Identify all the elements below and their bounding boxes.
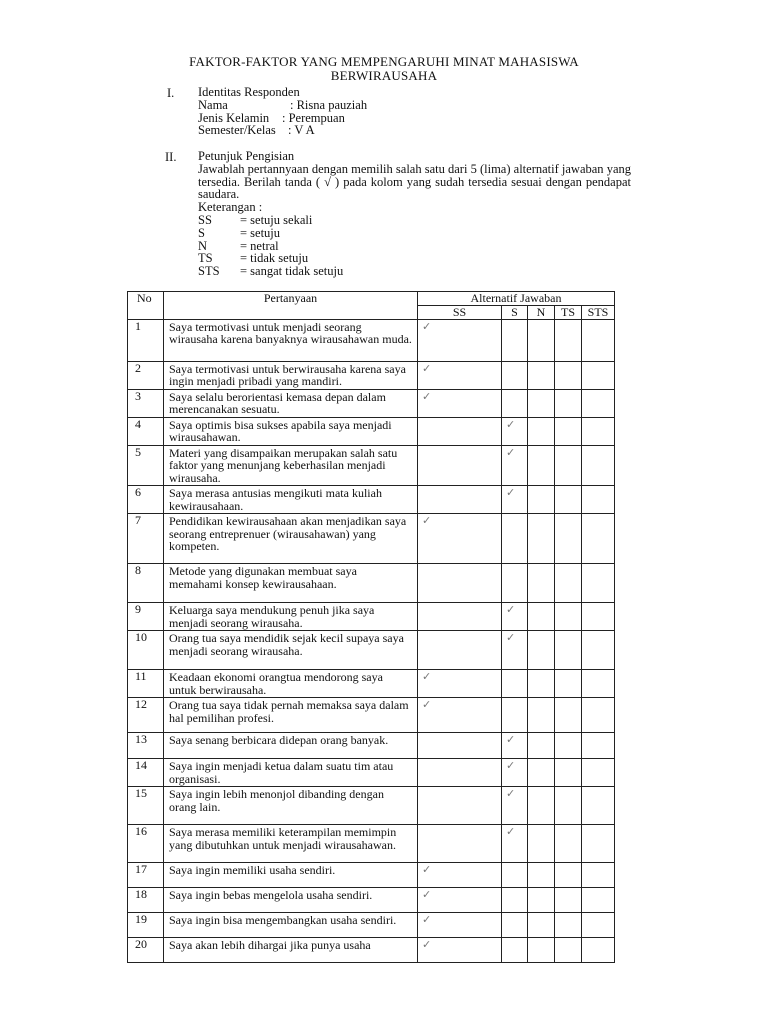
answer-cell-s[interactable]	[502, 759, 528, 787]
section-2-instructions	[198, 150, 631, 278]
field-semester	[198, 124, 498, 137]
check-icon: ✓	[506, 631, 516, 644]
answer-cell-n[interactable]	[528, 486, 555, 514]
answer-cell-ss[interactable]	[418, 319, 502, 361]
header-no: No	[128, 292, 164, 320]
document-title	[0, 55, 768, 83]
check-icon: ✓	[422, 888, 432, 901]
answer-cell-ss[interactable]	[418, 445, 502, 486]
answer-cell-ts[interactable]	[555, 564, 582, 603]
legend-code: SS	[198, 212, 212, 227]
row-number: 8	[128, 564, 164, 603]
answer-cell-ts[interactable]	[555, 888, 582, 913]
check-icon: ✓	[422, 670, 432, 683]
keterangan-label: Keterangan :	[198, 200, 263, 215]
answer-cell-ss[interactable]	[418, 759, 502, 787]
section-2-numeral: II.	[165, 150, 177, 164]
answer-cell-sts[interactable]	[582, 417, 615, 445]
answer-cell-sts[interactable]	[582, 733, 615, 759]
answer-cell-n[interactable]	[528, 445, 555, 486]
answer-cell-s[interactable]	[502, 733, 528, 759]
legend-item	[198, 214, 631, 227]
row-question: Saya ingin memiliki usaha sendiri.	[164, 863, 418, 888]
answer-cell-ts[interactable]	[555, 825, 582, 863]
answer-cell-n[interactable]	[528, 698, 555, 733]
row-question: Saya ingin menjadi ketua dalam suatu tim atau organisasi.	[164, 759, 418, 787]
row-number: 19	[128, 913, 164, 938]
answer-cell-ss[interactable]	[418, 913, 502, 938]
row-number: 6	[128, 486, 164, 514]
answer-cell-n[interactable]	[528, 670, 555, 698]
row-number: 7	[128, 514, 164, 564]
answer-cell-sts[interactable]	[582, 389, 615, 417]
row-question: Orang tua saya tidak pernah memaksa saya dalam hal pemilihan profesi.	[164, 698, 418, 733]
answer-cell-ss[interactable]	[418, 564, 502, 603]
header-alternatives: Alternatif Jawaban	[418, 292, 615, 306]
legend-meaning: = setuju	[240, 225, 281, 240]
answer-cell-s[interactable]	[502, 863, 528, 888]
row-number: 16	[128, 825, 164, 863]
answer-cell-n[interactable]	[528, 787, 555, 825]
table-row	[128, 913, 615, 938]
field-semester-label: Semester/Kelas	[198, 123, 276, 138]
legend-list	[198, 214, 631, 278]
row-number: 3	[128, 389, 164, 417]
legend-meaning: = netral	[240, 238, 279, 253]
answer-cell-s[interactable]	[502, 361, 528, 389]
table-row	[128, 361, 615, 389]
answer-cell-s[interactable]	[502, 698, 528, 733]
legend-meaning: = setuju sekali	[240, 212, 313, 227]
answer-cell-n[interactable]	[528, 603, 555, 631]
answer-cell-n[interactable]	[528, 938, 555, 963]
answer-cell-s[interactable]	[502, 938, 528, 963]
answer-cell-sts[interactable]	[582, 759, 615, 787]
answer-cell-sts[interactable]	[582, 938, 615, 963]
answer-cell-sts[interactable]	[582, 670, 615, 698]
row-number: 14	[128, 759, 164, 787]
table-row	[128, 417, 615, 445]
check-icon: ✓	[506, 787, 516, 800]
table-row	[128, 698, 615, 733]
answer-cell-ss[interactable]	[418, 417, 502, 445]
answer-cell-s[interactable]	[502, 514, 528, 564]
answer-cell-ts[interactable]	[555, 319, 582, 361]
answer-cell-n[interactable]	[528, 913, 555, 938]
answer-cell-sts[interactable]	[582, 486, 615, 514]
answer-cell-sts[interactable]	[582, 787, 615, 825]
answer-cell-sts[interactable]	[582, 361, 615, 389]
option-header-ss: SS	[418, 305, 502, 319]
answer-cell-n[interactable]	[528, 759, 555, 787]
legend-meaning: = tidak setuju	[240, 251, 309, 266]
answer-cell-s[interactable]	[502, 417, 528, 445]
legend-item	[198, 227, 631, 240]
answer-cell-sts[interactable]	[582, 863, 615, 888]
row-question: Saya ingin bisa mengembangkan usaha sendiri.	[164, 913, 418, 938]
table-row	[128, 670, 615, 698]
answer-cell-s[interactable]	[502, 631, 528, 670]
row-number: 5	[128, 445, 164, 486]
row-question: Saya senang berbicara didepan orang banyak.	[164, 733, 418, 759]
title-line-2: BERWIRAUSAHA	[330, 68, 438, 83]
check-icon: ✓	[422, 698, 432, 711]
answer-cell-ts[interactable]	[555, 514, 582, 564]
answer-cell-ss[interactable]	[418, 514, 502, 564]
row-number: 13	[128, 733, 164, 759]
legend-code: S	[198, 225, 205, 240]
answer-cell-sts[interactable]	[582, 319, 615, 361]
answer-cell-sts[interactable]	[582, 564, 615, 603]
table-row	[128, 759, 615, 787]
field-nama-value: : Risna pauziah	[290, 97, 368, 112]
answer-cell-n[interactable]	[528, 631, 555, 670]
questionnaire-table	[127, 291, 615, 963]
answer-cell-ts[interactable]	[555, 863, 582, 888]
check-icon: ✓	[506, 445, 516, 459]
answer-cell-n[interactable]	[528, 825, 555, 863]
answer-cell-ts[interactable]	[555, 698, 582, 733]
option-header-ts: TS	[555, 305, 582, 319]
answer-cell-n[interactable]	[528, 733, 555, 759]
check-icon: ✓	[506, 733, 516, 746]
answer-cell-s[interactable]	[502, 319, 528, 361]
row-question: Orang tua saya mendidik sejak kecil supaya saya menjadi seorang wirausaha.	[164, 631, 418, 670]
table-row	[128, 486, 615, 514]
table-row	[128, 514, 615, 564]
answer-cell-ts[interactable]	[555, 787, 582, 825]
check-icon: ✓	[422, 913, 432, 926]
answer-cell-n[interactable]	[528, 863, 555, 888]
answer-cell-ss[interactable]	[418, 863, 502, 888]
answer-cell-n[interactable]	[528, 389, 555, 417]
answer-cell-s[interactable]	[502, 787, 528, 825]
row-number: 2	[128, 361, 164, 389]
row-number: 4	[128, 417, 164, 445]
table-row	[128, 938, 615, 963]
table-row	[128, 825, 615, 863]
answer-cell-s[interactable]	[502, 825, 528, 863]
answer-cell-ts[interactable]	[555, 670, 582, 698]
answer-cell-s[interactable]	[502, 564, 528, 603]
table-row	[128, 319, 615, 361]
answer-cell-ts[interactable]	[555, 361, 582, 389]
row-number: 9	[128, 603, 164, 631]
answer-cell-ss[interactable]	[418, 938, 502, 963]
field-jenis-kelamin-value: : Perempuan	[282, 110, 345, 125]
answer-cell-ss[interactable]	[418, 698, 502, 733]
answer-cell-n[interactable]	[528, 417, 555, 445]
table-row	[128, 445, 615, 486]
row-question: Saya selalu berorientasi kemasa depan dalam merencanakan sesuatu.	[164, 389, 418, 417]
section-1-identity	[198, 86, 498, 137]
answer-cell-ss[interactable]	[418, 825, 502, 863]
answer-cell-sts[interactable]	[582, 445, 615, 486]
answer-cell-s[interactable]	[502, 603, 528, 631]
table-row	[128, 863, 615, 888]
option-header-n: N	[528, 305, 555, 319]
answer-cell-ts[interactable]	[555, 445, 582, 486]
table-row	[128, 603, 615, 631]
legend-code: TS	[198, 251, 213, 266]
answer-cell-sts[interactable]	[582, 603, 615, 631]
instruction-text: Jawablah pertannyaan dengan memilih salah satu dari 5 (lima) alternatif jawaban yang tersedia. Berilah tanda ( √ ) pada kolom yang sudah tersedia sesuai dengan pendapat saudara.	[198, 161, 631, 202]
row-question: Keadaan ekonomi orangtua mendorong saya untuk berwirausaha.	[164, 670, 418, 698]
answer-cell-ss[interactable]	[418, 486, 502, 514]
row-number: 10	[128, 631, 164, 670]
section-1-numeral: I.	[167, 86, 175, 100]
answer-cell-ts[interactable]	[555, 938, 582, 963]
table-row	[128, 733, 615, 759]
legend-code: N	[198, 238, 208, 253]
answer-cell-sts[interactable]	[582, 631, 615, 670]
check-icon: ✓	[422, 514, 432, 527]
row-question: Pendidikan kewirausahaan akan menjadikan saya seorang entreprenuer (wirausahawan) yang kompeten.	[164, 514, 418, 564]
answer-cell-ss[interactable]	[418, 670, 502, 698]
answer-cell-n[interactable]	[528, 319, 555, 361]
answer-cell-ss[interactable]	[418, 787, 502, 825]
legend-meaning: = sangat tidak setuju	[240, 264, 344, 279]
row-question: Saya termotivasi untuk berwirausaha karena saya ingin menjadi pribadi yang mandiri.	[164, 361, 418, 389]
answer-cell-ss[interactable]	[418, 733, 502, 759]
row-question: Saya ingin bebas mengelola usaha sendiri.	[164, 888, 418, 913]
answer-cell-s[interactable]	[502, 913, 528, 938]
check-icon: ✓	[422, 938, 432, 951]
answer-cell-ts[interactable]	[555, 733, 582, 759]
table-row	[128, 787, 615, 825]
answer-cell-sts[interactable]	[582, 825, 615, 863]
field-nama-label: Nama	[198, 97, 228, 112]
answer-cell-ts[interactable]	[555, 603, 582, 631]
section-2-heading: Petunjuk Pengisian	[198, 149, 295, 163]
check-icon: ✓	[422, 361, 432, 375]
row-question: Materi yang disampaikan merupakan salah satu faktor yang menunjang keberhasilan menjadi wirausaha.	[164, 445, 418, 486]
answer-cell-ts[interactable]	[555, 913, 582, 938]
answer-cell-n[interactable]	[528, 361, 555, 389]
check-icon: ✓	[506, 825, 516, 838]
table-row	[128, 631, 615, 670]
answer-cell-ss[interactable]	[418, 888, 502, 913]
row-question: Keluarga saya mendukung penuh jika saya menjadi seorang wirausaha.	[164, 603, 418, 631]
answer-cell-ss[interactable]	[418, 603, 502, 631]
row-question: Saya ingin lebih menonjol dibanding dengan orang lain.	[164, 787, 418, 825]
answer-cell-ss[interactable]	[418, 361, 502, 389]
check-icon: ✓	[506, 603, 516, 616]
questionnaire-body	[128, 319, 615, 963]
answer-cell-ss[interactable]	[418, 389, 502, 417]
row-number: 11	[128, 670, 164, 698]
row-question: Metode yang digunakan membuat saya memahami konsep kewirausahaan.	[164, 564, 418, 603]
answer-cell-n[interactable]	[528, 564, 555, 603]
field-semester-value: : V A	[288, 123, 315, 138]
section-1-heading: Identitas Responden	[198, 85, 300, 99]
answer-cell-sts[interactable]	[582, 514, 615, 564]
row-number: 20	[128, 938, 164, 963]
legend-item	[198, 265, 631, 278]
check-icon: ✓	[506, 486, 516, 499]
answer-cell-s[interactable]	[502, 486, 528, 514]
check-icon: ✓	[422, 319, 432, 333]
field-nama	[198, 99, 498, 112]
answer-cell-n[interactable]	[528, 888, 555, 913]
answer-cell-s[interactable]	[502, 888, 528, 913]
answer-cell-ss[interactable]	[418, 631, 502, 670]
legend-code: STS	[198, 264, 220, 279]
check-icon: ✓	[422, 389, 432, 403]
field-jenis-kelamin-label: Jenis Kelamin	[198, 110, 270, 125]
answer-cell-s[interactable]	[502, 445, 528, 486]
answer-cell-ts[interactable]	[555, 631, 582, 670]
answer-cell-n[interactable]	[528, 514, 555, 564]
answer-cell-sts[interactable]	[582, 888, 615, 913]
row-number: 1	[128, 319, 164, 361]
row-number: 15	[128, 787, 164, 825]
check-icon: ✓	[422, 863, 432, 876]
row-number: 12	[128, 698, 164, 733]
row-question: Saya termotivasi untuk menjadi seorang wirausaha karena banyaknya wirausahawan muda.	[164, 319, 418, 361]
answer-cell-ts[interactable]	[555, 417, 582, 445]
title-line-1: FAKTOR-FAKTOR YANG MEMPENGARUHI MINAT MAHASISWA	[189, 54, 579, 69]
option-header-sts: STS	[582, 305, 615, 319]
row-question: Saya optimis bisa sukses apabila saya menjadi wirausahawan.	[164, 417, 418, 445]
answer-cell-sts[interactable]	[582, 698, 615, 733]
table-row	[128, 564, 615, 603]
row-number: 18	[128, 888, 164, 913]
row-question: Saya merasa memiliki keterampilan memimpin yang dibutuhkan untuk menjadi wirausahawan.	[164, 825, 418, 863]
option-header-s: S	[502, 305, 528, 319]
check-icon: ✓	[506, 759, 516, 772]
table-row	[128, 389, 615, 417]
table-row	[128, 888, 615, 913]
row-question: Saya akan lebih dihargai jika punya usaha	[164, 938, 418, 963]
answer-cell-ts[interactable]	[555, 759, 582, 787]
answer-cell-ts[interactable]	[555, 389, 582, 417]
row-number: 17	[128, 863, 164, 888]
check-icon: ✓	[506, 417, 516, 431]
row-question: Saya merasa antusias mengikuti mata kuliah kewirausahaan.	[164, 486, 418, 514]
answer-cell-s[interactable]	[502, 670, 528, 698]
header-question: Pertanyaan	[164, 292, 418, 320]
answer-cell-s[interactable]	[502, 389, 528, 417]
answer-cell-sts[interactable]	[582, 913, 615, 938]
answer-cell-ts[interactable]	[555, 486, 582, 514]
